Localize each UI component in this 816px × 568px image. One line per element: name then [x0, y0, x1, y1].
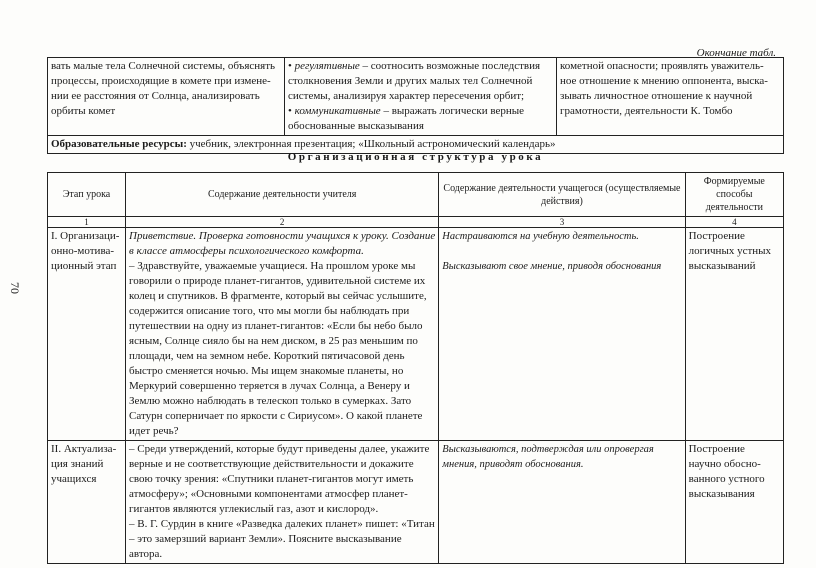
text-regulative: – соотносить возможные последствия столкновения Земли и других малых тел Солнечной системы, анализируя характер пересечения орбит;: [288, 60, 541, 102]
objectives-line: вать малые тела Солнечной системы, объяснять: [51, 60, 276, 72]
objectives-table-continuation: [47, 57, 784, 154]
column-number: 1: [48, 217, 126, 228]
student-action: Настраиваются на учебную деятельность.: [442, 231, 639, 242]
objectives-line: нии ее расстояния от Солнца, анализировать: [51, 90, 260, 102]
term-communicative: коммуникативные: [294, 105, 381, 117]
text-communicative: – выражать логически верные обоснованные высказывания: [288, 105, 525, 132]
lesson-structure-table: [47, 172, 784, 564]
bullet-communicative: • коммуникативные – выражать логически верные обоснованные высказывания: [288, 105, 525, 132]
header-form: Формируемые способы деятельности: [685, 173, 783, 217]
teacher-intro: Приветствие. Проверка готовности учащихся к уроку. Создание в классе атмосферы психологического комфорта.: [129, 230, 436, 257]
header-student: Содержание деятельности учащегося (осуществляемые действия): [439, 173, 685, 217]
page-number: 70: [8, 282, 22, 294]
objectives-cell-subject: [48, 58, 285, 136]
stage-cell: II. Актуализа-ция знаний учащихся: [48, 441, 126, 564]
teacher-speech-2: – В. Г. Сурдин в книге «Разведка далеких планет» пишет: «Титан – это замерзший вариант Земли». Поясните высказывание автора.: [129, 518, 435, 560]
resources-text: учебник, электронная презентация; «Школьный астрономический календарь»: [186, 138, 556, 150]
teacher-speech: – Здравствуйте, уважаемые учащиеся. На прошлом уроке мы говорили о природе планет-гигантов, удивительной системе их колец и спутников. В фрагменте, который вы сейчас услышите, содержится описание того, что мы могли бы наблюдать при путешествии на одну из планет-гигантов: «Если бы небо было ясным, Солнце сияло бы на нем диском, в 25 раз меньшим по площади, чем на земном небе. Короткий пятичасовой день быстро сменяется ночью. Мы ищем знакомые планеты, но Меркурий совершенно теряется в лучах Солнца, а Венеру и Землю можно наблюдать в телескоп только в сумерках. Зато Сатурн соперничает по яркости с Сириусом». О какой планете идет речь?: [129, 260, 427, 437]
form-cell: Построение научно обосно-ванного устного высказывания: [685, 441, 783, 564]
column-number: 4: [685, 217, 783, 228]
objectives-cell-metasubject: [285, 58, 557, 136]
table-row: [48, 228, 784, 441]
section-title: Организационная структура урока: [287, 151, 544, 163]
objectives-line: процессы, происходящие в комете при измене-: [51, 75, 271, 87]
student-action: Высказываются, подтверждая или опровергая мнения, приводят обоснования.: [442, 444, 654, 470]
objectives-line: кометной опасности; проявлять уважитель-: [560, 60, 764, 72]
bullet-regulative: • регулятивные – соотносить возможные последствия столкновения Земли и других малых тел Солнечной системы, анализируя характер пересечения орбит;: [288, 60, 541, 102]
student-cell: [439, 228, 685, 441]
student-cell: [439, 441, 685, 564]
objectives-line: орбиты комет: [51, 105, 116, 117]
table-row: [48, 441, 784, 564]
header-teacher: Содержание деятельности учителя: [126, 173, 439, 217]
objectives-line: зывать личностное отношение к научной: [560, 90, 753, 102]
resources-label: Образовательные ресурсы:: [51, 138, 187, 150]
objectives-line: грамотности, деятельности К. Томбо: [560, 105, 733, 117]
objectives-line: ное отношение к мнению оппонента, выска-: [560, 75, 768, 87]
continuation-label: Окончание табл.: [696, 47, 776, 59]
column-number: 2: [126, 217, 439, 228]
header-stage: Этап урока: [48, 173, 126, 217]
teacher-cell: [126, 228, 439, 441]
teacher-speech: – Среди утверждений, которые будут приведены далее, укажите верные и не соответствующие действительности и докажите свою точку зрения: «Спутники планет-гигантов могут иметь атмосферу»; «Основными компонентами атмосфер планет-гигантов являются углекислый газ, азот и кислород».: [129, 443, 430, 515]
stage-cell: I. Организаци-онно-мотива-ционный этап: [48, 228, 126, 441]
column-number: 3: [439, 217, 685, 228]
term-regulative: регулятивные: [294, 60, 360, 72]
teacher-cell: [126, 441, 439, 564]
student-action: Высказывают свое мнение, приводя обоснования: [442, 261, 662, 272]
form-cell: Построение логичных устных высказываний: [685, 228, 783, 441]
objectives-cell-personal: [557, 58, 784, 136]
